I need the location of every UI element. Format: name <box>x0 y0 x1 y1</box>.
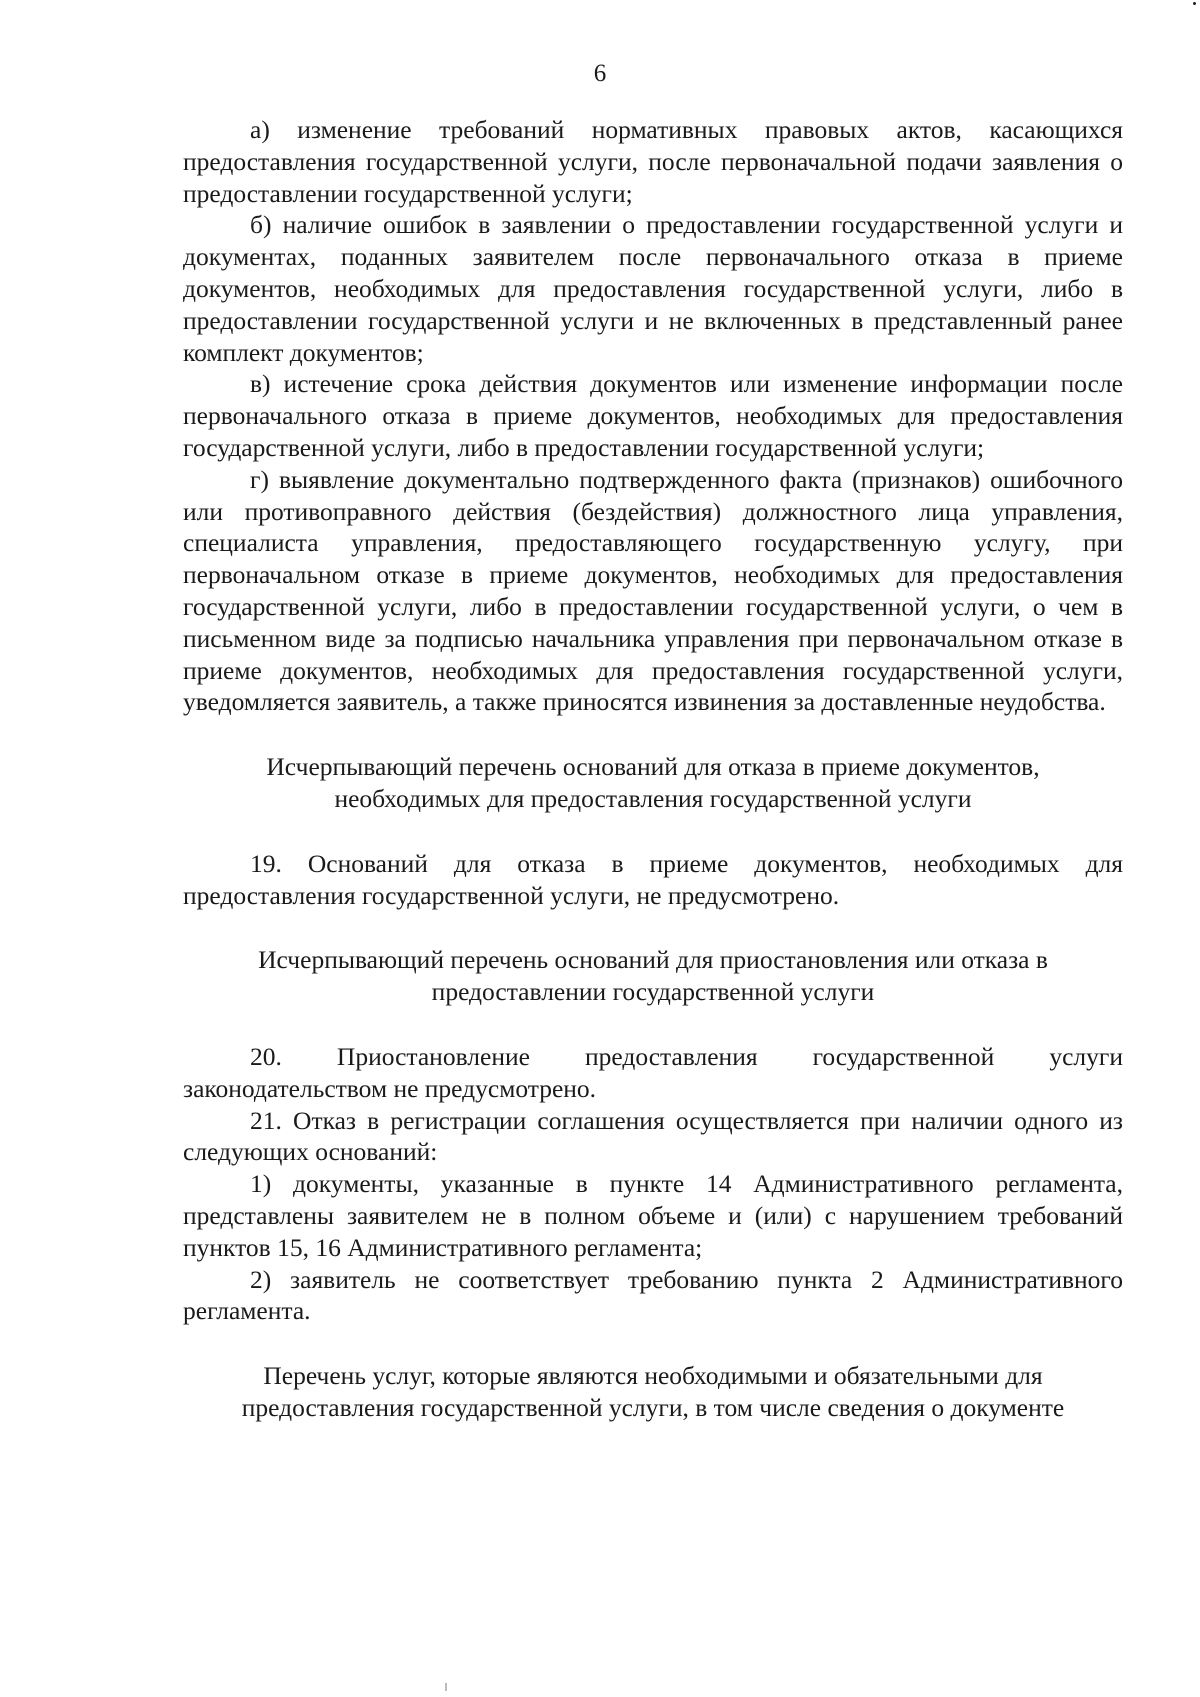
section-heading-refusal-documents: Исчерпывающий перечень оснований для отказа в приеме документов, необходимых для предоставления государственной услуги <box>266 752 1040 813</box>
page-number: 6 <box>593 60 607 87</box>
paragraph-21-item-2: 2) заявитель не соответствует требованию пункта 2 Административного регламента. <box>183 1264 1123 1326</box>
paragraph-g: г) выявление документально подтвержденного факта (признаков) ошибочного или противоправного действия (бездействия) должностного лица управления, специалиста управления, предоставляющего государственную услугу, при первоначальном отказе в приеме документов, необходимых для предоставления государственной услуги, либо в предоставлении государственной услуги, о чем в письменном виде за подписью начальника управления при первоначальном отказе в приеме документов, необходимых для предоставления государственной услуги, уведомляется заявитель, а также приносятся извинения за доставленные неудобства. <box>183 464 1123 717</box>
paragraph-19: 19. Оснований для отказа в приеме документов, необходимых для предоставления государственной услуги, не предусмотрено. <box>183 848 1123 910</box>
paragraph-v: в) истечение срока действия документов или изменение информации после первоначального отказа в приеме документов, необходимых для предоставления государственной услуги, либо в предоставлении государственной услуги; <box>183 369 1123 462</box>
document-body <box>183 114 1123 1424</box>
paragraph-20: 20. Приостановление предоставления государственной услуги законодательством не предусмотрено. <box>183 1041 1123 1103</box>
paragraph-21-item-1: 1) документы, указанные в пункте 14 Административного регламента, представлены заявителем не в полном объеме и (или) с нарушением требований пунктов 15, 16 Административного регламента; <box>183 1169 1123 1262</box>
paragraph-21: 21. Отказ в регистрации соглашения осуществляется при наличии одного из следующих оснований: <box>183 1105 1123 1167</box>
paragraph-a: а) изменение требований нормативных правовых актов, касающихся предоставления государственной услуги, после первоначальной подачи заявления о предоставлении государственной услуги; <box>183 115 1123 208</box>
scan-dot-mark <box>1193 2 1196 5</box>
section-heading-suspension-refusal: Исчерпывающий перечень оснований для приостановления или отказа в предоставлении государственной услуги <box>258 945 1048 1007</box>
section-heading-required-services: Перечень услуг, которые являются необходимыми и обязательными для предоставления государственной услуги, в том числе сведения о документе <box>241 1361 1065 1422</box>
scan-edge-mark <box>445 1683 447 1691</box>
paragraph-b: б) наличие ошибок в заявлении о предоставлении государственной услуги и документах, поданных заявителем после первоначального отказа в приеме документов, необходимых для предоставления государственной услуги, либо в предоставлении государственной услуги и не включенных в представленный ранее комплект документов; <box>183 210 1123 367</box>
